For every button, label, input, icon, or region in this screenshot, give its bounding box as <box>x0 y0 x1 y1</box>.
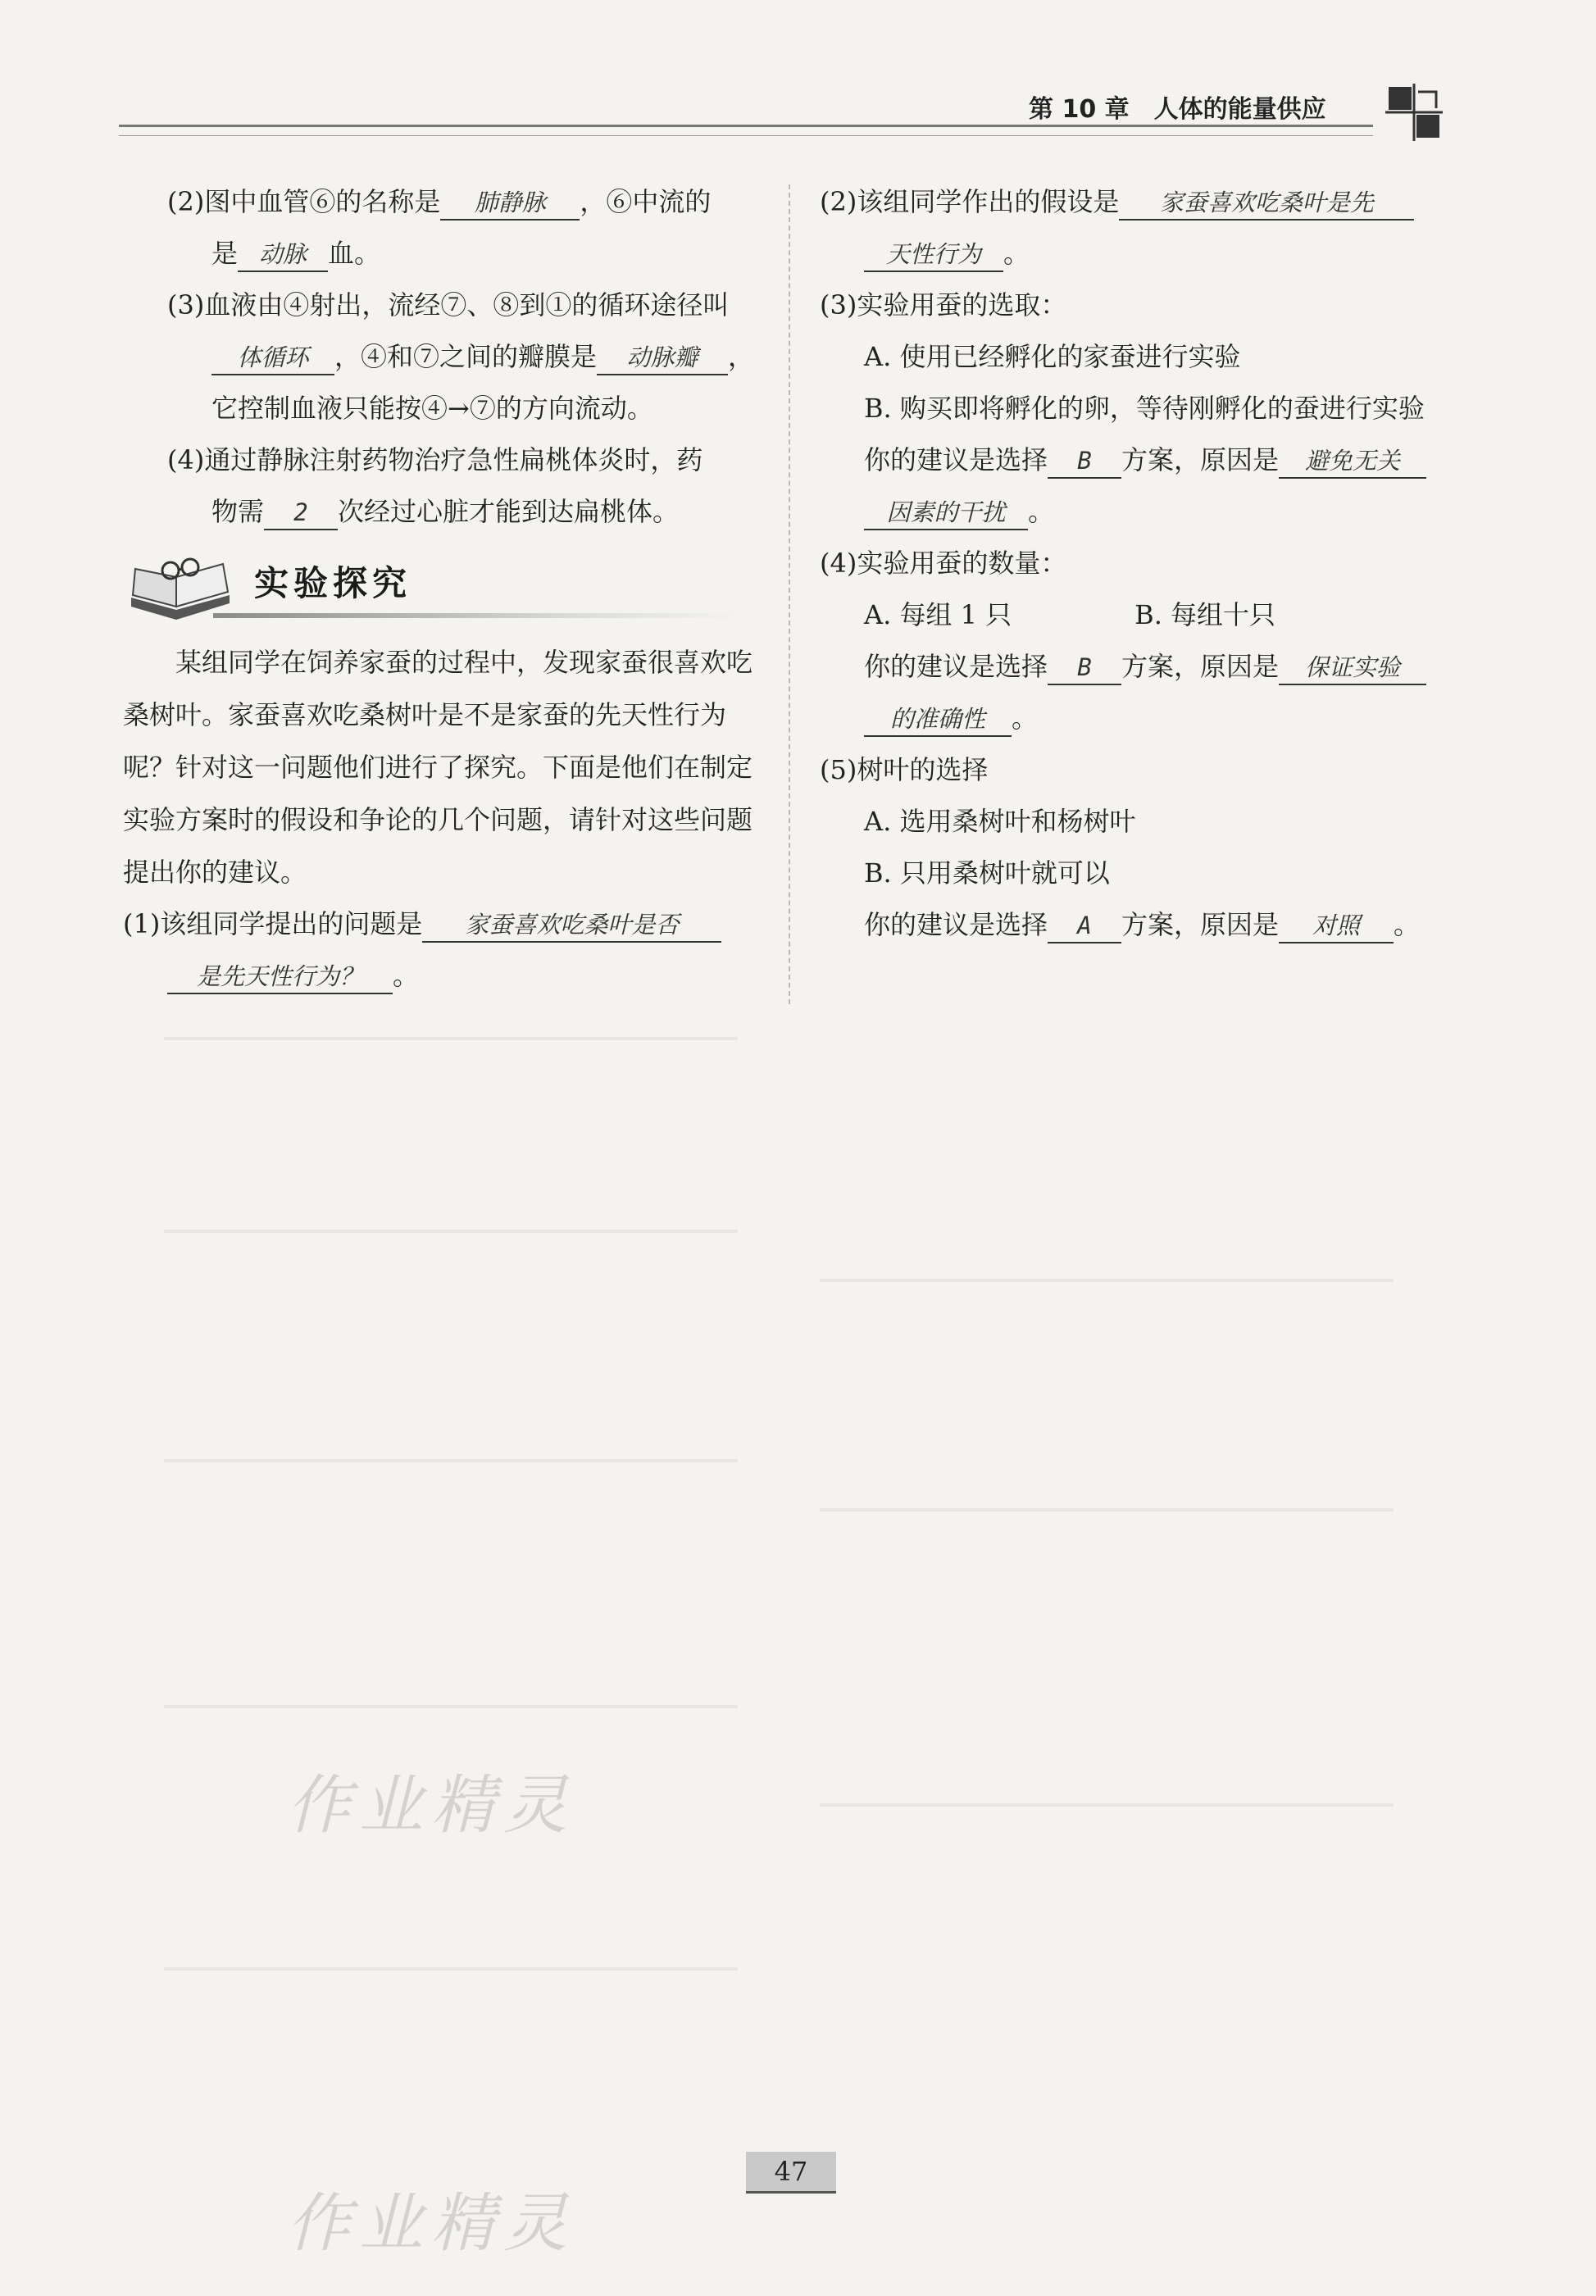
left-column <box>123 176 762 1002</box>
question-3-line-1: (3)血液由④射出，流经⑦、⑧到①的循环途径叫 <box>167 289 730 321</box>
question-3-text: ，④和⑦之间的瓣膜是 <box>334 341 598 372</box>
r-question-5-answer-line <box>820 899 1459 951</box>
question-3-line-3: 它控制血液只能按④→⑦的方向流动。 <box>211 393 653 424</box>
bleed-through-line <box>820 1279 1394 1282</box>
answer-blank: A <box>1048 909 1121 943</box>
question-4-line-2 <box>123 486 762 538</box>
r-question-2-text: (2)该组同学作出的假设是 <box>820 186 1120 217</box>
r-question-5-option-a: A. 选用桑树叶和杨树叶 <box>864 806 1136 837</box>
page-number: 47 <box>746 2152 836 2194</box>
answer-blank: 家蚕喜欢吃桑叶是先 <box>1119 186 1414 221</box>
answer-blank: 家蚕喜欢吃桑叶是否 <box>422 908 721 943</box>
question-2-text: (2)图中血管⑥的名称是 <box>167 186 441 217</box>
answer-blank: 对照 <box>1279 909 1394 943</box>
answer-blank: 是先天性行为？ <box>167 960 393 994</box>
question-3-line-2 <box>123 331 762 383</box>
answer-blank: 动脉瓣 <box>597 341 728 375</box>
r-question-3-answer-line-2 <box>820 486 1459 538</box>
question-4-line-1: (4)通过静脉注射药物治疗急性扁桃体炎时，药 <box>167 444 703 475</box>
answer-blank: B <box>1048 444 1121 479</box>
answer-blank: 动脉 <box>238 238 328 272</box>
r-question-2-text: 。 <box>1003 238 1030 269</box>
question-1-line-1 <box>123 898 762 950</box>
answer-blank: 肺静脉 <box>440 186 580 221</box>
answer-blank: 保证实验 <box>1279 651 1426 685</box>
question-2-text: 是 <box>211 238 239 269</box>
section-underline <box>213 613 738 618</box>
question-2-text: ，⑥中流的 <box>580 186 712 217</box>
watermark: 作业精灵 <box>287 2187 576 2261</box>
bleed-through-line <box>164 1967 738 1971</box>
header-rule <box>119 125 1373 136</box>
question-2-text: 血。 <box>328 238 381 269</box>
r-question-3-option-a: A. 使用已经孵化的家蚕进行实验 <box>864 341 1241 372</box>
intro-paragraph: 某组同学在饲养家蚕的过程中，发现家蚕很喜欢吃桑树叶。家蚕喜欢吃桑树叶是不是家蚕的先天性行为呢？针对这一问题他们进行了探究。下面是他们在制定实验方案时的假设和争论的几个问题，请针对这些问题提出你的建议。 <box>123 647 753 888</box>
r-question-4-answer-line-1 <box>820 641 1459 693</box>
r-question-5-text: 。 <box>1394 909 1421 940</box>
r-question-5-text: 你的建议是选择 <box>864 909 1048 940</box>
watermark: 作业精灵 <box>287 1769 576 1843</box>
bleed-through-line <box>164 1230 738 1233</box>
bleed-through-line <box>820 1508 1394 1512</box>
r-question-4-title: (4)实验用蚕的数量： <box>820 548 1067 579</box>
column-divider <box>789 184 790 1004</box>
r-question-5-option-b: B. 只用桑树叶就可以 <box>864 857 1110 889</box>
r-question-4-text: 你的建议是选择 <box>864 651 1048 682</box>
r-question-2-line-1 <box>820 176 1459 228</box>
r-question-4-options <box>820 589 1459 641</box>
answer-blank: 避免无关 <box>1279 444 1426 479</box>
question-1-text: 。 <box>393 960 420 991</box>
corner-ornament-icon <box>1385 84 1443 141</box>
answer-blank: B <box>1048 651 1121 685</box>
question-3-text: ， <box>728 341 755 372</box>
answer-blank: 天性行为 <box>864 238 1003 272</box>
answer-blank: 因素的干扰 <box>864 496 1028 530</box>
r-question-3-text: 你的建议是选择 <box>864 444 1048 475</box>
answer-blank: 2 <box>264 496 338 530</box>
r-question-4-answer-line-2 <box>820 693 1459 744</box>
bleed-through-line <box>164 1459 738 1462</box>
r-question-5-title: (5)树叶的选择 <box>820 754 989 785</box>
question-4-text: 次经过心脏才能到达扁桃体。 <box>338 496 680 527</box>
r-question-3-answer-line-1 <box>820 434 1459 486</box>
question-1-line-2 <box>123 950 762 1002</box>
r-question-3-option-b: B. 购买即将孵化的卵，等待刚孵化的蚕进行实验 <box>864 393 1425 424</box>
bleed-through-line <box>164 1037 738 1040</box>
section-title: 实验探究 <box>254 563 412 603</box>
answer-blank: 的准确性 <box>864 702 1012 737</box>
right-column <box>820 176 1459 951</box>
r-question-4-text: 方案，原因是 <box>1121 651 1280 682</box>
question-2-line-1 <box>123 176 762 228</box>
r-question-4-option-a: A. 每组 1 只 <box>864 599 1012 630</box>
r-question-2-line-2 <box>820 228 1459 280</box>
question-4-text: 物需 <box>211 496 265 527</box>
r-question-3-text: 方案，原因是 <box>1121 444 1280 475</box>
question-2-line-2 <box>123 228 762 280</box>
answer-blank: 体循环 <box>211 341 334 375</box>
question-1-text: (1)该组同学提出的问题是 <box>123 908 423 939</box>
r-question-4-option-b: B. 每组十只 <box>1134 599 1276 630</box>
r-question-5-text: 方案，原因是 <box>1121 909 1280 940</box>
section-header <box>123 538 762 630</box>
r-question-3-title: (3)实验用蚕的选取： <box>820 289 1067 321</box>
r-question-3-text: 。 <box>1028 496 1055 527</box>
r-question-4-text: 。 <box>1012 702 1039 734</box>
bleed-through-line <box>820 1803 1394 1807</box>
chapter-title: 第 10 章 人体的能量供应 <box>1029 95 1326 124</box>
bleed-through-line <box>164 1705 738 1708</box>
